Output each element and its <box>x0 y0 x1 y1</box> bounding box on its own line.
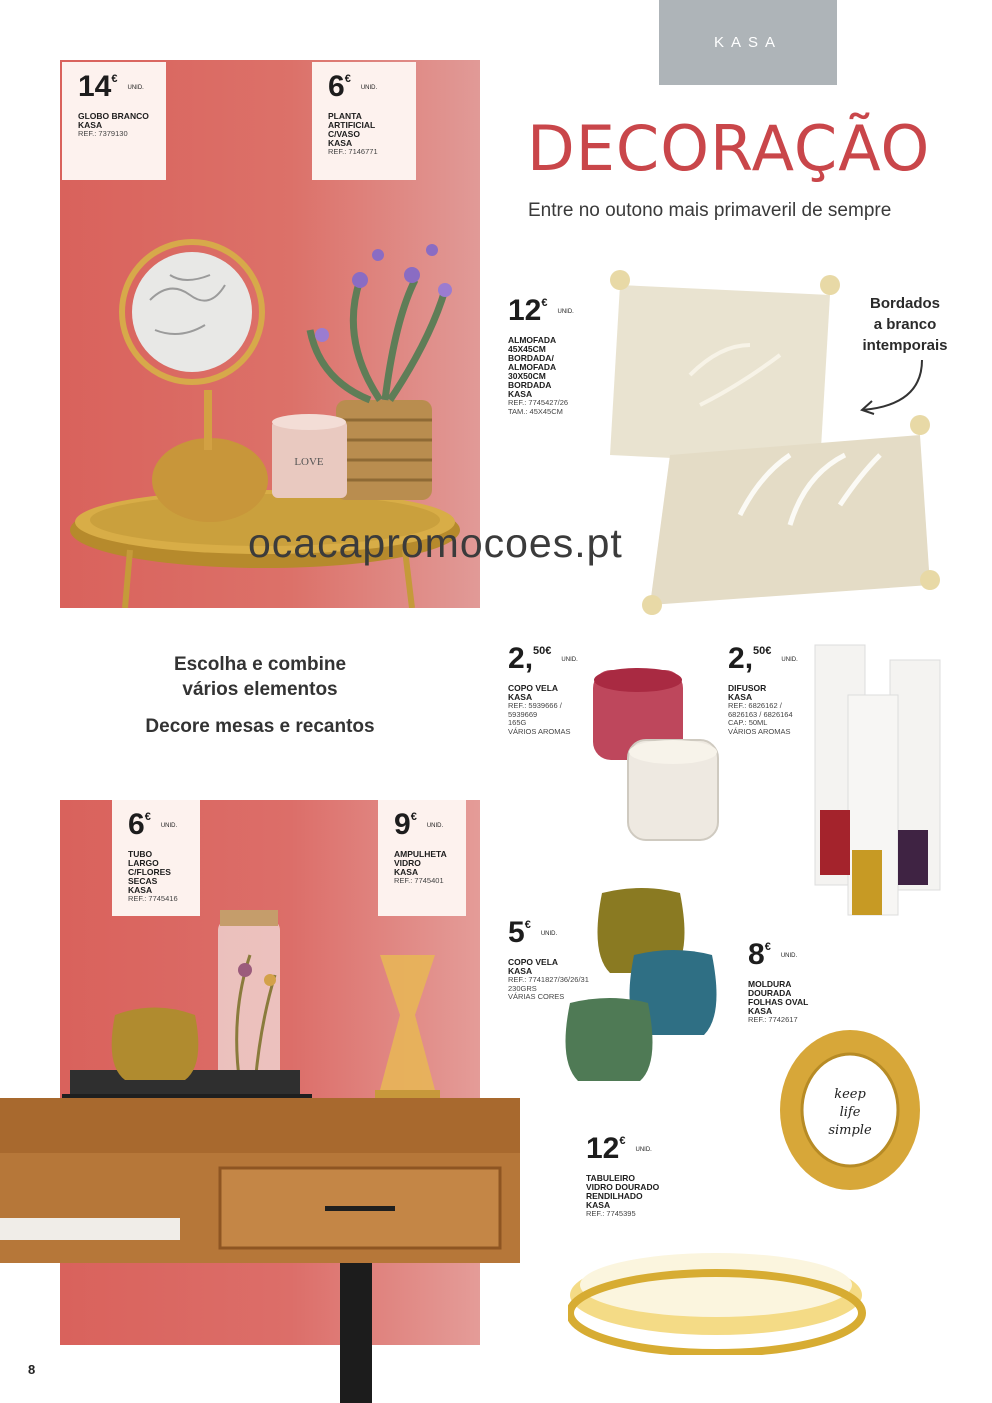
callout-embroidery: Bordados a branco intemporais <box>862 295 948 354</box>
product-name-frame: MOLDURA DOURADA FOLHAS OVAL KASA <box>748 979 809 1016</box>
product-info-frame <box>748 940 858 1025</box>
product-ref-frame: REF.: 7742617 <box>748 1015 798 1024</box>
price-frame: 8€UNID. <box>748 938 798 971</box>
callout-arrow-icon <box>852 355 932 415</box>
slogan-line-1: Escolha e combine <box>173 654 347 675</box>
product-name-globe: GLOBO BRANCO KASA <box>78 111 149 130</box>
price-candle: 2,$^{50€}$UNID. <box>508 642 578 675</box>
watermark: ocacapromocoes.pt <box>248 520 623 566</box>
price-card-tube <box>112 800 200 916</box>
price-globe: 14€UNID. <box>78 70 144 103</box>
candle-glasses-illustration <box>588 660 728 855</box>
product-name-hourglass: AMPULHETA VIDRO KASA <box>394 849 447 877</box>
page-subhead: Entre no outono mais primaveril de sempre <box>528 200 892 221</box>
product-name-cushion: ALMOFADA 45X45CM BORDADA/ ALMOFADA 30X50CM BORDADA KASA <box>508 335 557 399</box>
frame-text-3: simple <box>828 1123 872 1138</box>
price-hourglass: 9€UNID. <box>394 808 444 841</box>
slogan-line-2: vários elementos <box>182 679 338 700</box>
oval-frame-illustration <box>772 1020 932 1200</box>
price-card-plant <box>312 62 416 180</box>
product-ref-candle-cup: REF.: 7741827/36/26/31 230GRS VÁRIAS CORES <box>508 975 589 1001</box>
brand-label: KASA <box>713 34 783 51</box>
product-ref-plant: REF.: 7146771 <box>328 147 378 156</box>
product-ref-cushion: REF.: 7745427/26 TAM.: 45X45CM <box>508 398 569 416</box>
price-plant: 6€UNID. <box>328 70 378 103</box>
frame-text-1: keep <box>834 1087 866 1102</box>
product-name-diffuser: DIFUSOR KASA <box>728 683 767 702</box>
product-name-candle-cup: COPO VELA KASA <box>508 957 559 976</box>
price-diffuser: 2,$^{50€}$UNID. <box>728 642 798 675</box>
price-cushion: 12€UNID. <box>508 294 574 327</box>
product-name-tube: TUBO LARGO C/FLORES SECAS KASA <box>128 849 171 895</box>
product-ref-globe: REF.: 7379130 <box>78 129 128 138</box>
product-info-tray <box>586 1134 696 1219</box>
product-ref-hourglass: REF.: 7745401 <box>394 876 444 885</box>
price-tray: 12€UNID. <box>586 1132 652 1165</box>
slogan-line-3: Decore mesas e recantos <box>145 716 375 737</box>
slogan-block <box>100 652 420 739</box>
product-name-plant: PLANTA ARTIFICIAL C/VASO KASA <box>328 111 376 148</box>
price-card-globe <box>62 62 166 180</box>
product-name-tray: TABULEIRO VIDRO DOURADO RENDILHADO KASA <box>586 1173 660 1210</box>
brand-tab <box>659 0 837 85</box>
ceramic-cups-illustration <box>562 885 722 1085</box>
product-ref-tray: REF.: 7745395 <box>586 1209 636 1218</box>
price-tube: 6€UNID. <box>128 808 178 841</box>
product-ref-diffuser: REF.: 6826162 / 6826163 / 6826164 CAP.: 50ML VÁRIOS AROMAS <box>728 701 793 736</box>
page-headline: DECORAÇÃO <box>527 112 931 185</box>
product-name-candle: COPO VELA KASA <box>508 683 559 702</box>
diffuser-boxes-illustration <box>810 640 945 920</box>
golden-tray-illustration <box>568 1235 868 1355</box>
price-card-hourglass <box>378 800 466 916</box>
console-table-illustration <box>0 900 520 1403</box>
product-ref-tube: REF.: 7745416 <box>128 894 178 903</box>
page-number: 8 <box>28 1362 36 1377</box>
product-ref-candle: REF.: 5939666 / 5939669 165G VÁRIOS AROMAS <box>508 701 571 736</box>
love-candle-label: LOVE <box>294 456 324 468</box>
price-candle-cup: 5€UNID. <box>508 916 558 949</box>
frame-text-2: life <box>839 1105 861 1120</box>
